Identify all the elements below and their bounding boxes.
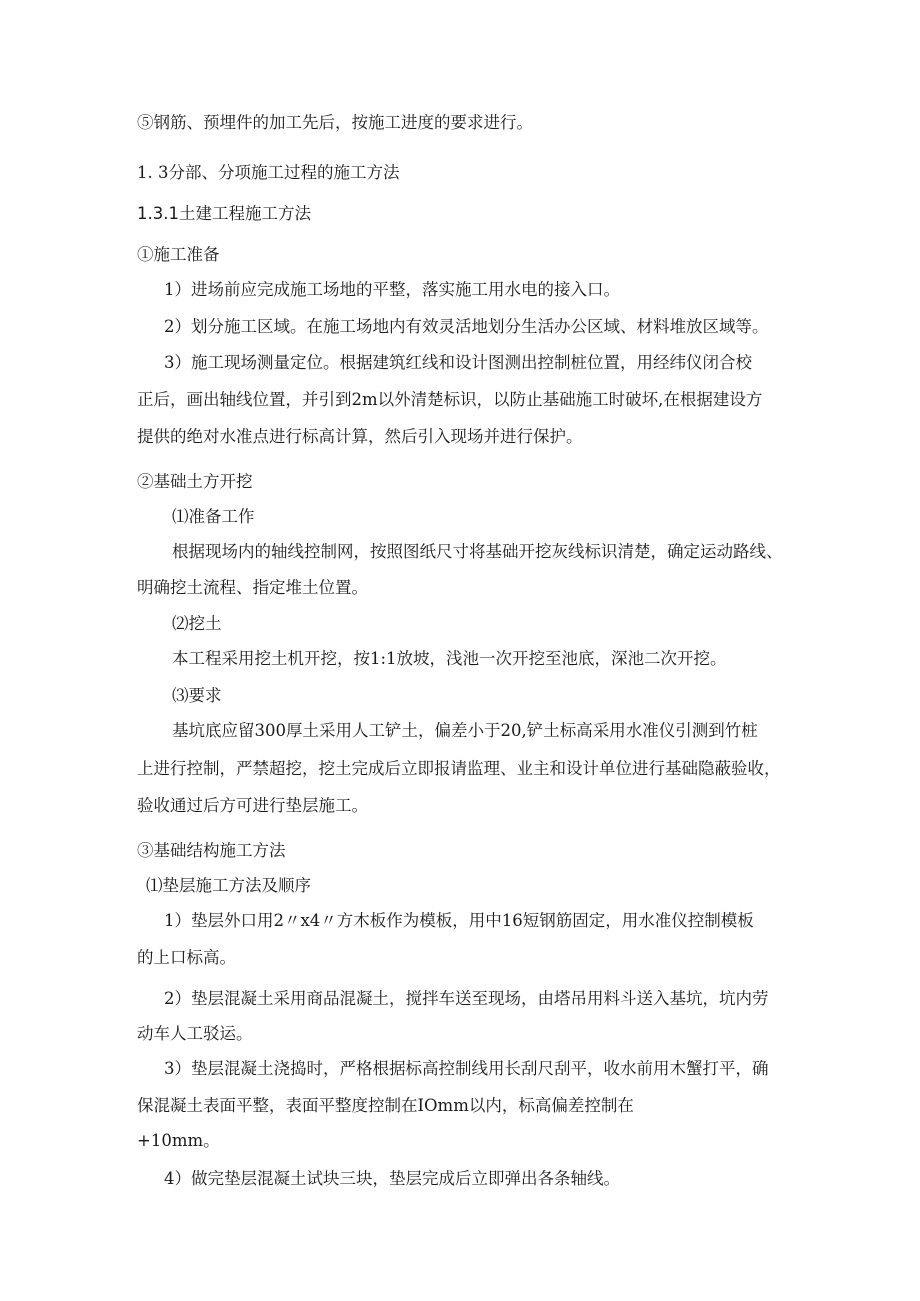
text-line: 的上口标高。 — [137, 948, 236, 967]
sub-item-heading: ⑴垫层施工方法及顺序 — [146, 876, 311, 895]
subsection-heading: 1.3.1土建工程施工方法 — [137, 204, 311, 223]
text-line: 根据现场内的轴线控制网，按照图纸尺寸将基础开挖灰线标识清楚，确定运动路线、 — [172, 542, 783, 561]
item-heading: ①施工准备 — [137, 245, 220, 264]
text-line: 本工程采用挖土机开挖，按1:1放坡，浅池一次开挖至池底，深池二次开挖。 — [172, 649, 727, 668]
text-line: 4）做完垫层混凝土试块三块，垫层完成后立即弹出各条轴线。 — [164, 1169, 620, 1188]
sub-item-heading: ⑶要求 — [172, 686, 222, 705]
text-line: 1）进场前应完成施工场地的平整，落实施工用水电的接入口。 — [164, 280, 620, 299]
text-line: 提供的绝对水准点进行标高计算，然后引入现场并进行保护。 — [137, 427, 583, 446]
item-heading: ③基础结构施工方法 — [137, 841, 286, 860]
text-line: ⑤钢筋、预埋件的加工先后，按施工进度的要求进行。 — [137, 113, 533, 132]
text-line: 明确挖土流程、指定堆土位置。 — [137, 578, 368, 597]
text-line: 正后，画出轴线位置，并引到2m以外清楚标识，以防止基础施工时破坏,在根据建设方 — [137, 390, 763, 409]
text-line: 动车人工驳运。 — [137, 1024, 253, 1043]
sub-item-heading: ⑵挖土 — [172, 614, 222, 633]
text-line: 1）垫层外口用2〃x4〃方木板作为模板，用中16短钢筋固定，用水准仪控制模板 — [164, 911, 754, 930]
text-line: 基坑底应留300厚土采用人工铲土，偏差小于20,铲土标高采用水准仪引测到竹桩 — [172, 721, 758, 740]
text-line: 验收通过后方可进行垫层施工。 — [137, 796, 368, 815]
text-line: 上进行控制，严禁超挖，挖土完成后立即报请监理、业主和设计单位进行基础隐蔽验收， — [137, 759, 781, 778]
text-line: 2）垫层混凝土采用商品混凝土，搅拌车送至现场，由塔吊用料斗送入基坑，坑内劳 — [164, 989, 769, 1008]
text-line: 保混凝土表面平整，表面平整度控制在IOmm以内，标高偏差控制在 — [137, 1096, 634, 1115]
text-line: 3）施工现场测量定位。根据建筑红线和设计图测出控制桩位置，用经纬仪闭合校 — [164, 353, 752, 372]
item-heading: ②基础土方开挖 — [137, 472, 253, 491]
text-line: 3）垫层混凝土浇捣时，严格根据标高控制线用长刮尺刮平，收水前用木蟹打平，确 — [164, 1059, 769, 1078]
text-line: +10mm。 — [137, 1131, 220, 1150]
section-heading: 1. 3分部、分项施工过程的施工方法 — [137, 163, 400, 182]
text-line: 2）划分施工区域。在施工场地内有效灵活地划分生活办公区域、材料堆放区域等。 — [164, 317, 769, 336]
sub-item-heading: ⑴准备工作 — [172, 507, 255, 526]
